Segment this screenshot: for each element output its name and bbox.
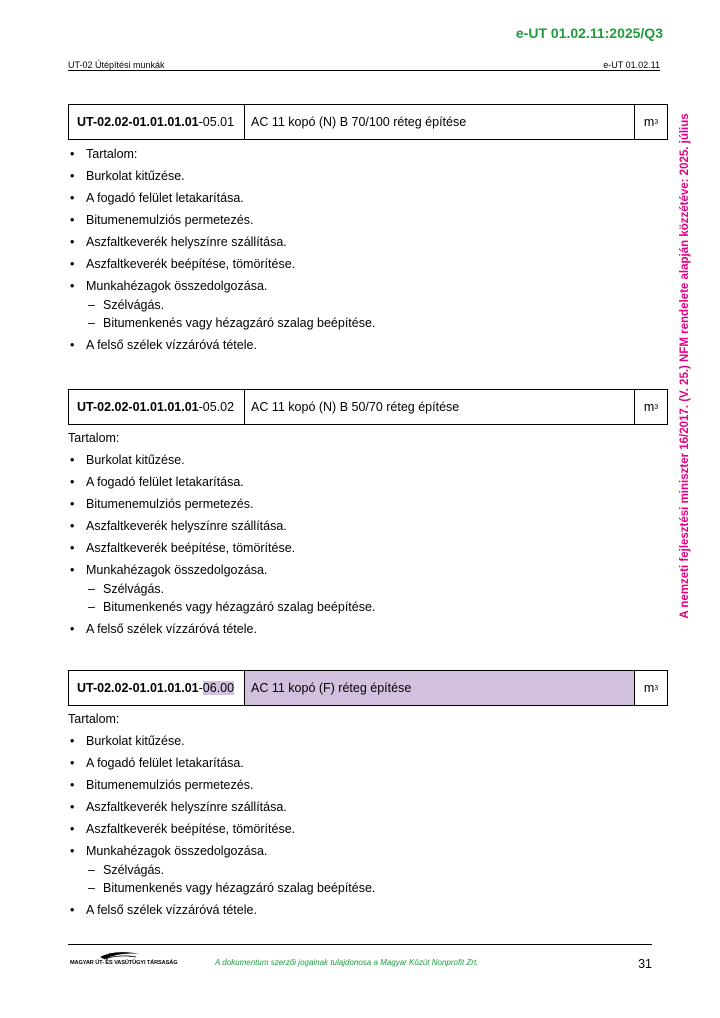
section-05-02 xyxy=(68,389,668,637)
item-code-base: UT-02.02-01.01.01.01 xyxy=(77,681,199,695)
list-item: • Burkolat kitűzése. xyxy=(68,452,668,468)
item-title: AC 11 kopó (N) B 50/70 réteg építése xyxy=(245,390,635,424)
list-item: • A fogadó felület letakarítása. xyxy=(68,474,668,490)
code-table xyxy=(68,670,668,706)
list-item: • Burkolat kitűzése. xyxy=(68,733,668,749)
list-item: • Aszfaltkeverék helyszínre szállítása. xyxy=(68,518,668,534)
list-item: • Bitumenemulziós permetezés. xyxy=(68,777,668,793)
list-item: • A felső szélek vízzáróvá tétele. xyxy=(68,621,668,637)
sub-list xyxy=(86,862,668,896)
content-list xyxy=(68,452,668,637)
content-list xyxy=(68,146,668,353)
item-code-base: UT-02.02-01.01.01.01 xyxy=(77,400,199,414)
society-logo-text: MAGYAR ÚT- ÉS VASÚTÜGYI TÁRSASÁG xyxy=(70,960,178,966)
list-item: • A felső szélek vízzáróvá tétele. xyxy=(68,337,668,353)
list-item: • Munkahézagok összedolgozása. – Szélvágás. – Bitumenkenés vagy hézagzáró szalag beépítése. xyxy=(68,562,668,615)
item-code xyxy=(69,105,245,139)
item-code: UT-02.02-01.01.01.01 - 06.00 xyxy=(69,671,245,705)
copyright-note: A dokumentum szerzői jogainak tulajdonosa a Magyar Közút Nonprofit Zrt. xyxy=(215,958,479,967)
list-item: • Aszfaltkeverék helyszínre szállítása. xyxy=(68,799,668,815)
item-code-suffix: -05.01 xyxy=(198,115,235,129)
sub-list-item: – Szélvágás. xyxy=(86,297,668,313)
list-item: • Aszfaltkeverék helyszínre szállítása. xyxy=(68,234,668,250)
sub-list-item: – Szélvágás. xyxy=(86,862,668,878)
item-code-suffix: -05.02 xyxy=(198,400,235,414)
section-05-01 xyxy=(68,104,668,353)
header-chapter: UT-02 Útépítési munkák xyxy=(68,60,165,70)
sub-list-item: – Bitumenkenés vagy hézagzáró szalag beépítése. xyxy=(86,880,668,896)
list-item: • A fogadó felület letakarítása. xyxy=(68,190,668,206)
list-item: • Munkahézagok összedolgozása. – Szélvágás. – Bitumenkenés vagy hézagzáró szalag beépítése. xyxy=(68,278,668,331)
list-item: • Tartalom: xyxy=(68,146,668,162)
item-unit: m 3 xyxy=(643,681,659,695)
list-item: • Munkahézagok összedolgozása. – Szélvágás. – Bitumenkenés vagy hézagzáró szalag beépítése. xyxy=(68,843,668,896)
sub-list xyxy=(86,581,668,615)
sub-list-item: – Bitumenkenés vagy hézagzáró szalag beépítése. xyxy=(86,599,668,615)
item-title: AC 11 kopó (F) réteg építése xyxy=(245,671,635,705)
society-logo-icon xyxy=(70,948,162,970)
content-intro: Tartalom: xyxy=(68,431,120,445)
list-item: • A felső szélek vízzáróvá tétele. xyxy=(68,902,668,918)
document-code: e-UT 01.02.11:2025/Q3 xyxy=(515,25,663,41)
side-note xyxy=(672,96,698,636)
item-code-highlight: 06.00 xyxy=(202,681,235,695)
sub-list-item: – Szélvágás. xyxy=(86,581,668,597)
list-item: • Burkolat kitűzése. xyxy=(68,168,668,184)
sub-list xyxy=(86,297,668,331)
list-item: • Aszfaltkeverék beépítése, tömörítése. xyxy=(68,540,668,556)
content-list xyxy=(68,733,668,918)
content-intro: Tartalom: xyxy=(68,712,120,726)
side-note-text: A nemzeti fejlesztési miniszter 16/2017. (V. 25.) NFM rendelete alapján közzétéve: 2025. július xyxy=(679,113,691,619)
item-code-base: UT-02.02-01.01.01.01 xyxy=(77,115,199,129)
list-item: • Bitumenemulziós permetezés. xyxy=(68,496,668,512)
item-unit: m 3 xyxy=(643,115,659,129)
list-item: • Aszfaltkeverék beépítése, tömörítése. xyxy=(68,256,668,272)
list-item: • Aszfaltkeverék beépítése, tömörítése. xyxy=(68,821,668,837)
item-code xyxy=(69,390,245,424)
list-item: • A fogadó felület letakarítása. xyxy=(68,755,668,771)
item-unit: m 3 xyxy=(643,400,659,414)
code-table xyxy=(68,104,668,140)
header-rule xyxy=(68,70,660,71)
item-title: AC 11 kopó (N) B 70/100 réteg építése xyxy=(245,105,635,139)
list-item: • Bitumenemulziós permetezés. xyxy=(68,212,668,228)
footer-rule xyxy=(68,944,652,945)
header-doc-id: e-UT 01.02.11 xyxy=(603,60,660,70)
code-table xyxy=(68,389,668,425)
page-number: 31 xyxy=(638,957,652,971)
sub-list-item: – Bitumenkenés vagy hézagzáró szalag beépítése. xyxy=(86,315,668,331)
section-06-00 xyxy=(68,670,668,918)
